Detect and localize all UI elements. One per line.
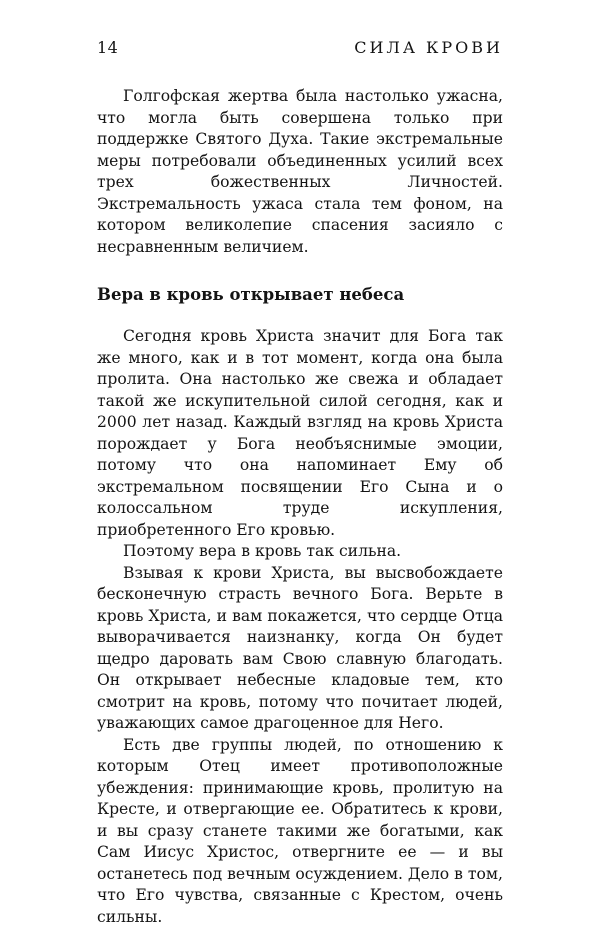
body-paragraph: Взывая к крови Христа, вы высвобождаете бесконечную страсть вечного Бога. Верьте в кровь Христа, и вам покажется, что сердце Отца выворачивается наизнанку, когда Он будет щедро даровать вам Свою славную благодать. Он открывает небесные кладовые тем, кто смотрит на кровь, потому что почитает людей, уважающих самое драгоценное для Него. [97, 563, 503, 735]
main-text [97, 86, 503, 928]
running-head [97, 34, 503, 60]
body-paragraph: Поэтому вера в кровь так сильна. [97, 541, 503, 563]
intro-paragraph: Голгофская жертва была настолько ужасна, что могла быть совершена только при поддержке Святого Духа. Такие экстремальные меры потребовали объединенных усилий всех трех божественных Личностей. Экстремальность ужаса стала тем фоном, на котором великолепие спасения засияло с несравненным величием. [97, 86, 503, 258]
body-paragraph: Есть две группы людей, по отношению к которым Отец имеет противоположные убеждения: принимающие кровь, пролитую на Кресте, и отвергающие ее. Обратитесь к крови, и вы сразу станете такими же богатыми, как Сам Иисус Христос, отвергните ее — и вы останетесь под вечным осуждением. Дело в том, что Его чувства, связанные с Крестом, очень сильны. [97, 735, 503, 928]
book-title: СИЛА КРОВИ [354, 38, 503, 57]
page-number: 14 [97, 38, 118, 57]
section-heading: Вера в кровь открывает небеса [97, 284, 503, 306]
body-paragraph: Сегодня кровь Христа значит для Бога так же много, как и в тот момент, когда она была пролита. Она настолько же свежа и обладает такой же искупительной силой сегодня, как и 2000 лет назад. Каждый взгляд на кровь Христа порождает у Бога необъяснимые эмоции, потому что она напоминает Ему об экстремальном посвящении Его Сына и о колоссальном труде искупления, приобретенного Его кровью. [97, 326, 503, 541]
